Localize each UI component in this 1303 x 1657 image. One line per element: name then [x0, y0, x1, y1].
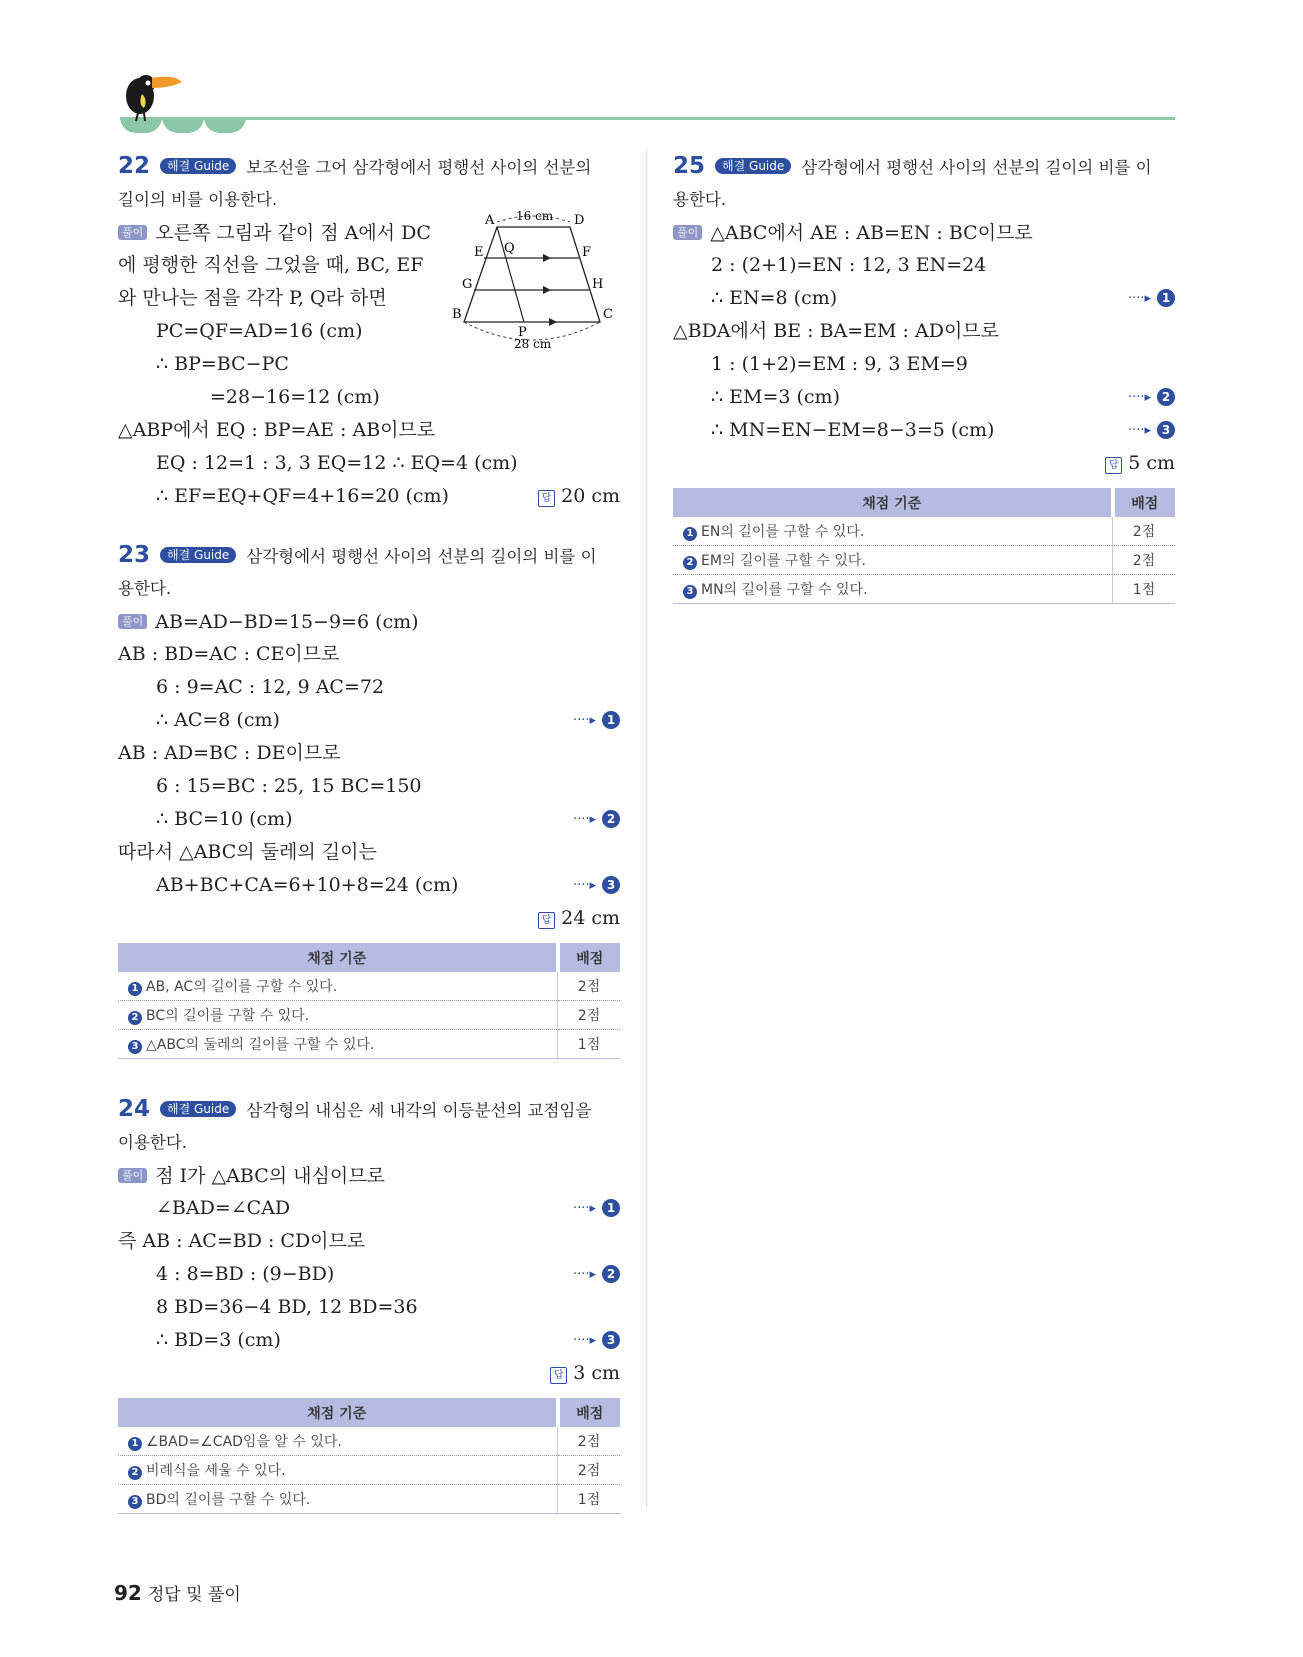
solution-line: 4 : 8=BD : (9−BD)	[156, 1263, 335, 1285]
solution-line: 8 BD=36−4 BD, 12 BD=36	[156, 1296, 418, 1318]
table-row: 1 ∠BAD=∠CAD임을 알 수 있다. 2점	[118, 1427, 620, 1456]
solution-line: EQ : 12=1 : 3, 3 EQ=12 ∴ EQ=4 (cm)	[156, 452, 518, 474]
figure-label: P	[518, 325, 527, 340]
table-row: 3 MN의 길이를 구할 수 있다. 1점	[673, 575, 1175, 604]
solution-line: △BDA에서 BE : BA=EM : AD이므로	[673, 320, 1000, 342]
header-rule	[120, 117, 1175, 120]
solution-line: AB+BC+CA=6+10+8=24 (cm)	[156, 874, 459, 896]
guide-text: 이용한다.	[118, 1133, 188, 1152]
table-header: 채점 기준	[673, 488, 1113, 517]
solution-badge: 풀이	[118, 1168, 147, 1183]
solution-line: ∴ AC=8 (cm)	[156, 709, 280, 731]
step-marker: ····▸ 1	[1128, 282, 1175, 315]
answer: 20 cm	[561, 485, 620, 507]
solution-line: ∴ BC=10 (cm)	[156, 808, 293, 830]
solution-line: ∴ EF=EQ+QF=4+16=20 (cm) 답 20 cm	[156, 485, 620, 507]
solution-line: △ABC에서 AE : AB=EN : BC이므로	[710, 222, 1033, 244]
solution-line: △ABP에서 EQ : BP=AE : AB이므로	[118, 419, 436, 441]
figure-label: A	[485, 213, 495, 228]
guide-text: 길이의 비를 이용한다.	[118, 190, 278, 209]
answer: 5 cm	[1128, 452, 1175, 474]
solution-line: 1 : (1+2)=EM : 9, 3 EM=9	[711, 353, 968, 375]
solution-line: AB=AD−BD=15−9=6 (cm)	[155, 611, 419, 633]
answer: 24 cm	[561, 907, 620, 929]
guide-badge: 해결 Guide	[160, 547, 236, 563]
scoring-table	[118, 1398, 620, 1514]
solution-line: 즉 AB : AC=BD : CD이므로	[118, 1230, 366, 1252]
answer-icon: 답	[538, 912, 555, 929]
answer-icon: 답	[550, 1367, 567, 1384]
table-header: 배점	[1113, 488, 1176, 517]
header-scallop	[204, 117, 246, 133]
figure-length: 16 cm	[516, 210, 554, 223]
problem-25	[673, 150, 1175, 604]
solution-line: 따라서 △ABC의 둘레의 길이는	[118, 841, 377, 863]
guide-badge: 해결 Guide	[160, 1101, 236, 1117]
table-row: 2 BC의 길이를 구할 수 있다. 2점	[118, 1001, 620, 1030]
solution-line: ∴ EM=3 (cm)	[711, 386, 840, 408]
table-header: 채점 기준	[118, 943, 558, 972]
guide-badge: 해결 Guide	[715, 158, 791, 174]
solution-badge: 풀이	[118, 225, 147, 240]
guide-text: 보조선을 그어 삼각형에서 평행선 사이의 선분의	[246, 158, 592, 177]
figure-label: B	[452, 307, 462, 322]
table-row: 1 EN의 길이를 구할 수 있다. 2점	[673, 517, 1175, 546]
solution-line: PC=QF=AD=16 (cm)	[156, 320, 363, 342]
guide-text: 삼각형의 내심은 세 내각의 이등분선의 교점임을	[246, 1101, 592, 1120]
left-column	[118, 150, 620, 1540]
column-divider	[646, 150, 647, 1505]
guide-text: 삼각형에서 평행선 사이의 선분의 길이의 비를 이	[246, 547, 597, 566]
scoring-table	[118, 943, 620, 1059]
figure-label: G	[462, 277, 473, 292]
problem-number: 23	[118, 542, 151, 568]
step-marker: ····▸ 2	[573, 803, 620, 836]
solution-line: 와 만나는 점을 각각 P, Q라 하면	[118, 287, 387, 309]
table-header: 배점	[558, 1398, 621, 1427]
figure-length: 28 cm	[514, 337, 552, 351]
problem-23	[118, 539, 620, 1059]
guide-badge: 해결 Guide	[160, 158, 236, 174]
step-marker: ····▸ 1	[573, 704, 620, 737]
figure-label: E	[474, 245, 484, 260]
solution-line: ∴ MN=EN−EM=8−3=5 (cm)	[711, 419, 995, 441]
solution-line: 6 : 15=BC : 25, 15 BC=150	[156, 775, 422, 797]
trapezoid-figure	[452, 210, 624, 355]
solution-line: 오른쪽 그림과 같이 점 A에서 DC	[155, 222, 431, 244]
figure-label: C	[603, 307, 613, 322]
guide-text: 용한다.	[118, 579, 172, 598]
solution-line: ∴ BD=3 (cm)	[156, 1329, 281, 1351]
figure-label: H	[592, 277, 604, 292]
table-row: 3 BD의 길이를 구할 수 있다. 1점	[118, 1485, 620, 1514]
step-marker: ····▸ 3	[573, 1324, 620, 1357]
table-row: 2 비례식을 세울 수 있다. 2점	[118, 1456, 620, 1485]
problem-number: 24	[118, 1096, 151, 1122]
guide-text: 용한다.	[673, 190, 727, 209]
guide-text: 삼각형에서 평행선 사이의 선분의 길이의 비를 이	[801, 158, 1152, 177]
toucan-logo-icon	[112, 66, 192, 122]
problem-number: 22	[118, 153, 151, 179]
solution-line: =28−16=12 (cm)	[210, 386, 380, 408]
table-header: 채점 기준	[118, 1398, 558, 1427]
table-row: 1 AB, AC의 길이를 구할 수 있다. 2점	[118, 972, 620, 1001]
answer: 3 cm	[573, 1362, 620, 1384]
figure-label: D	[574, 213, 585, 228]
solution-line: ∴ EN=8 (cm)	[711, 287, 838, 309]
problem-number: 25	[673, 153, 706, 179]
problem-24	[118, 1093, 620, 1514]
solution-line: 점 I가 △ABC의 내심이므로	[155, 1165, 385, 1187]
solution-line: ∠BAD=∠CAD	[156, 1197, 291, 1219]
table-row: 3 △ABC의 둘레의 길이를 구할 수 있다. 1점	[118, 1030, 620, 1059]
step-marker: ····▸ 2	[1128, 381, 1175, 414]
footer-label: 정답 및 풀이	[147, 1585, 241, 1605]
page-number: 92	[114, 1581, 142, 1605]
figure-label: F	[582, 245, 592, 260]
table-header: 배점	[558, 943, 621, 972]
solution-line: ∴ BP=BC−PC	[156, 353, 289, 375]
right-column	[673, 150, 1175, 630]
step-marker: ····▸ 3	[1128, 414, 1175, 447]
solution-line: 에 평행한 직선을 그었을 때, BC, EF	[118, 254, 424, 276]
figure-label: Q	[504, 241, 515, 256]
step-marker: ····▸ 3	[573, 869, 620, 902]
step-marker: ····▸ 1	[573, 1192, 620, 1225]
solution-line: 2 : (2+1)=EN : 12, 3 EN=24	[711, 254, 987, 276]
scoring-table	[673, 488, 1175, 604]
solution-badge: 풀이	[118, 614, 147, 629]
solution-line: AB : BD=AC : CE이므로	[118, 643, 340, 665]
solution-line: AB : AD=BC : DE이므로	[118, 742, 341, 764]
answer-icon: 답	[538, 490, 555, 507]
solution-badge: 풀이	[673, 225, 702, 240]
table-row: 2 EM의 길이를 구할 수 있다. 2점	[673, 546, 1175, 575]
solution-line: 6 : 9=AC : 12, 9 AC=72	[156, 676, 385, 698]
step-marker: ····▸ 2	[573, 1258, 620, 1291]
page-footer	[114, 1580, 241, 1605]
answer-icon: 답	[1105, 457, 1122, 474]
